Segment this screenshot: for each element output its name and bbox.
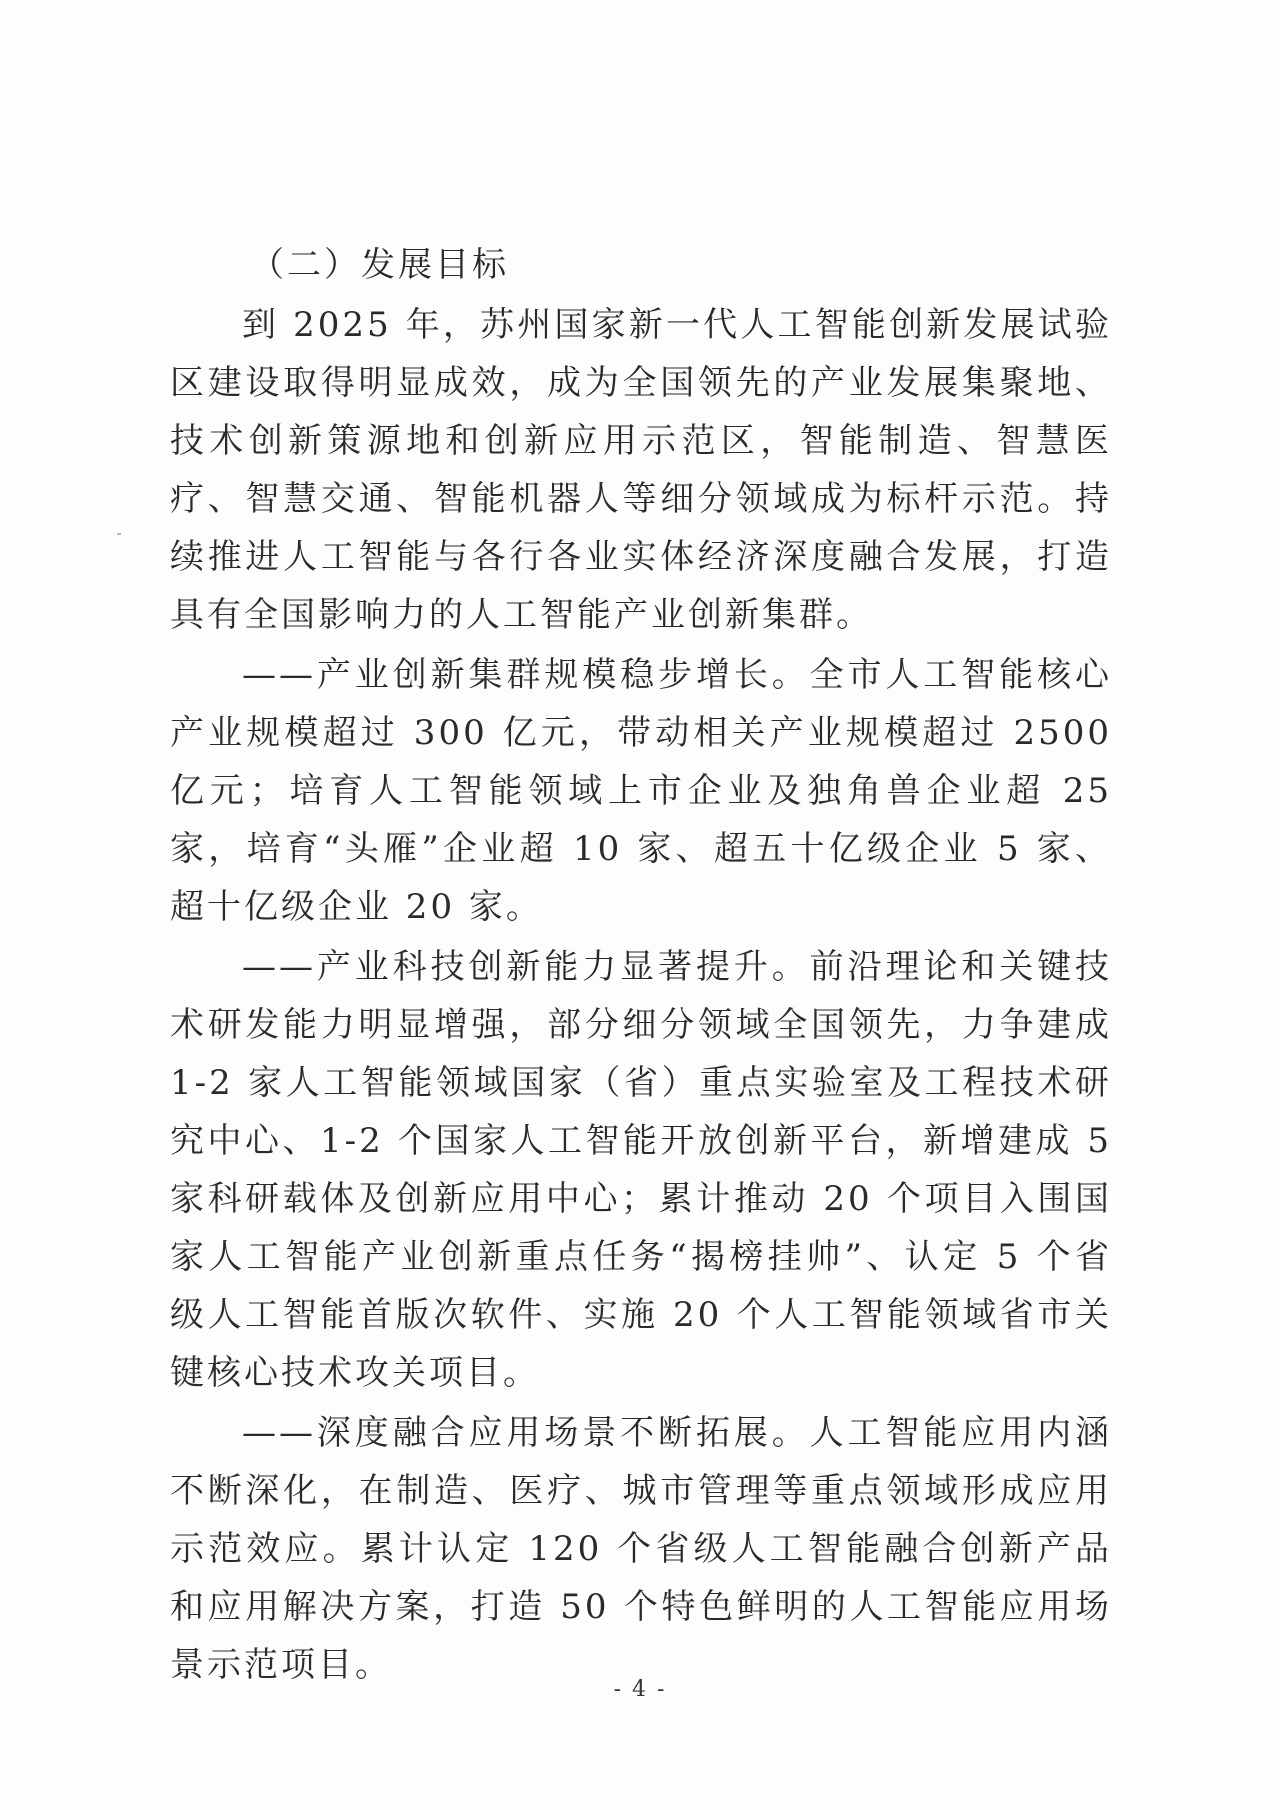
paragraph-industry-scale: ——产业创新集群规模稳步增长。全市人工智能核心产业规模超过 300 亿元，带动相关产业规模超过 2500 亿元；培育人工智能领域上市企业及独角兽企业超 25 家，培育“头雁”企业超 10 家、超五十亿级企业 5 家、超十亿级企业 20 家。 [170, 655, 1112, 927]
scan-mark [117, 533, 121, 535]
section-heading: （二）发展目标 [250, 245, 509, 285]
page-number: - 4 - [613, 1677, 667, 1702]
paragraph-application-scenarios: ——深度融合应用场景不断拓展。人工智能应用内涵不断深化，在制造、医疗、城市管理等重点领域形成应用示范效应。累计认定 120 个省级人工智能融合创新产品和应用解决方案，打造 50 个特色鲜明的人工智能应用场景示范项目。 [170, 1413, 1112, 1685]
paragraph-overview: 到 2025 年，苏州国家新一代人工智能创新发展试验区建设取得明显成效，成为全国领先的产业发展集聚地、技术创新策源地和创新应用示范区，智能制造、智慧医疗、智慧交通、智能机器人等细分领域成为标杆示范。持续推进人工智能与各行各业实体经济深度融合发展，打造具有全国影响力的人工智能产业创新集群。 [170, 305, 1112, 635]
document-body [170, 236, 1112, 1696]
paragraph-innovation-capacity: ——产业科技创新能力显著提升。前沿理论和关键技术研发能力明显增强，部分细分领域全国领先，力争建成 1-2 家人工智能领域国家（省）重点实验室及工程技术研究中心、1-2 个国家人工智能开放创新平台，新增建成 5 家科研载体及创新应用中心；累计推动 20 个项目入围国家人工智能产业创新重点任务“揭榜挂帅”、认定 5 个省级人工智能首版次软件、实施 20 个人工智能领域省市关键核心技术攻关项目。 [170, 947, 1112, 1393]
